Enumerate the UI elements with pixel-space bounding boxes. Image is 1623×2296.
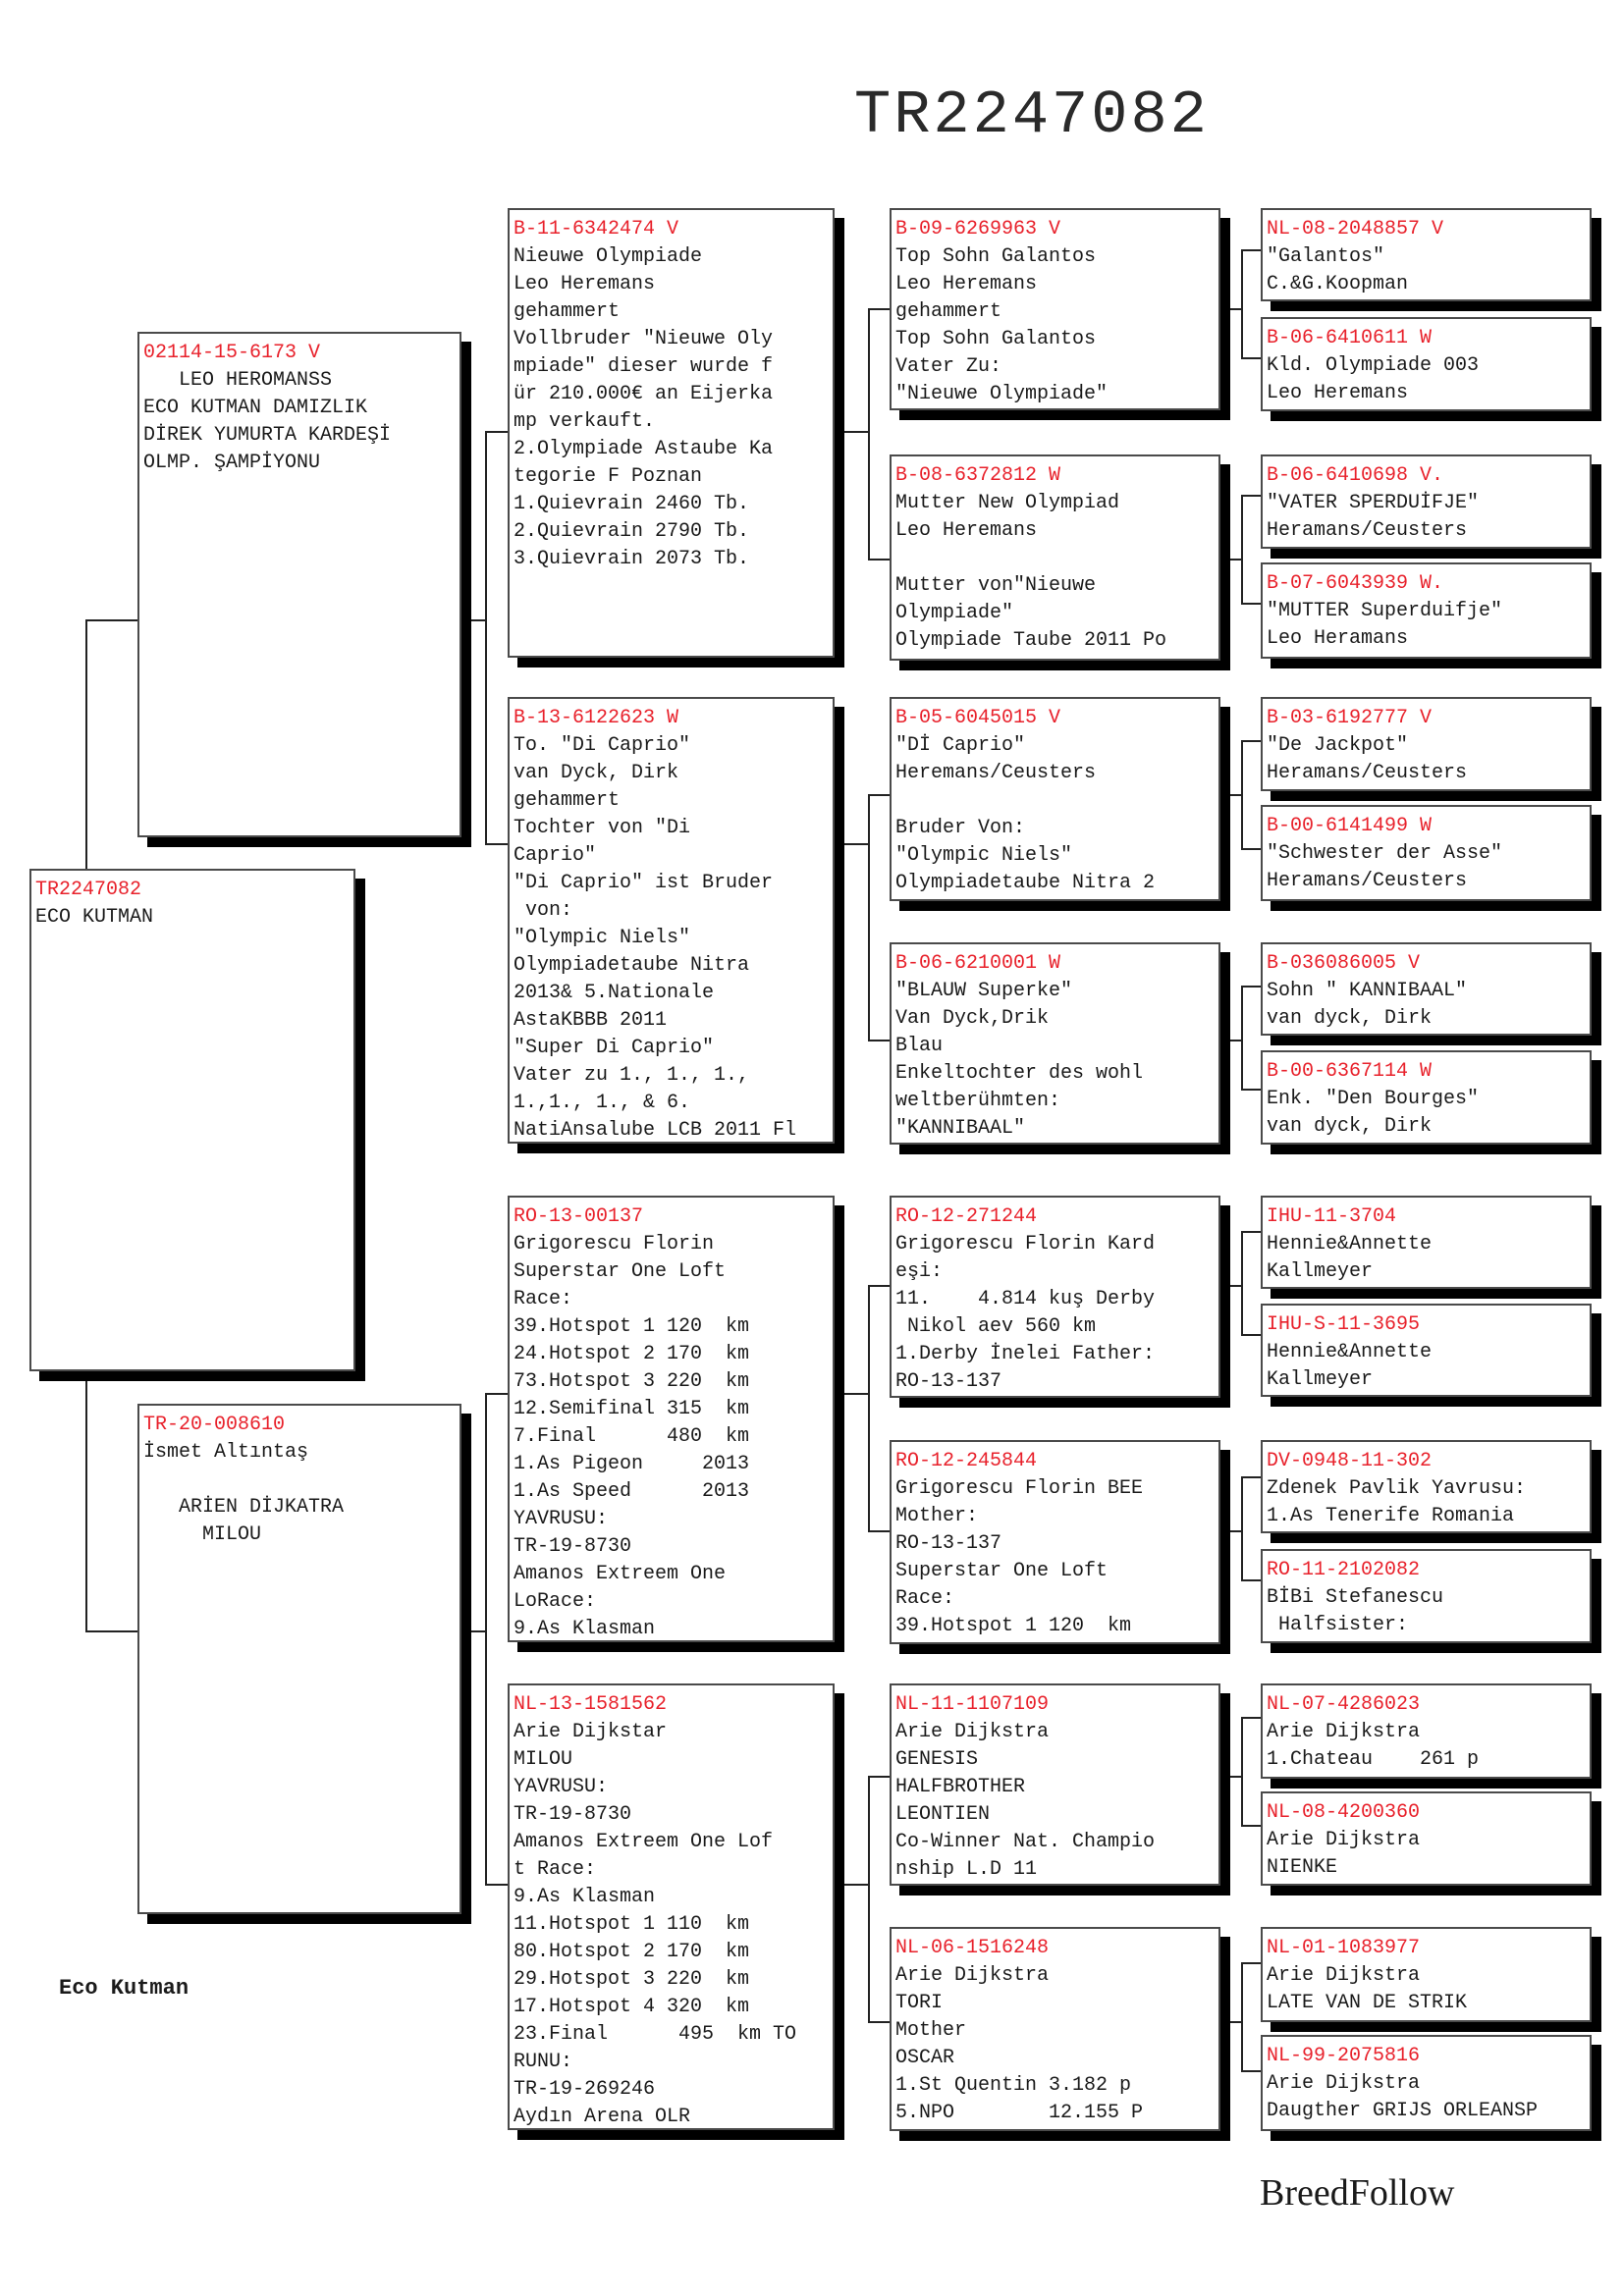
pigeon-info-line: Caprio"	[514, 844, 597, 867]
pigeon-info-line: 9.As Klasman	[514, 1618, 656, 1640]
pigeon-info-line: OSCAR	[895, 2047, 955, 2069]
paternal-grandfather-card[interactable]	[508, 208, 835, 658]
ring-number: NL-13-1581562	[514, 1693, 668, 1716]
pigeon-info-line: Race:	[895, 1587, 955, 1610]
pigeon-info-line: "Olympic Niels"	[895, 844, 1073, 867]
pigeon-info-line: TORI	[895, 1992, 944, 2014]
pigeon-info-line: LEO HEROMANSS	[143, 369, 333, 392]
pigeon-info-line: ür 210.000€ an Eijerka	[514, 383, 774, 405]
pigeon-info-line: ECO KUTMAN DAMIZLIK	[143, 397, 368, 419]
ancestor-fmmf-card[interactable]	[1261, 942, 1592, 1036]
great-grandparent-mff-card[interactable]	[890, 1196, 1220, 1398]
pigeon-info-line: 2.Olympiade Astaube Ka	[514, 438, 774, 460]
pigeon-info-line: Nikol aev 560 km	[895, 1315, 1097, 1338]
paternal-grandmother-card[interactable]	[508, 697, 835, 1144]
pigeon-info-line: 24.Hotspot 2 170 km	[514, 1343, 750, 1365]
pigeon-info-line: 1.As Tenerife Romania	[1267, 1505, 1515, 1527]
pigeon-info-line: Vater zu 1., 1., 1.,	[514, 1064, 750, 1087]
pigeon-info-line: RO-13-137	[895, 1370, 1002, 1393]
ring-number: NL-06-1516248	[895, 1937, 1050, 1959]
pigeon-info-line: Enk. "Den Bourges"	[1267, 1088, 1480, 1110]
pigeon-info-line: 3.Quievrain 2073 Tb.	[514, 548, 750, 570]
ancestor-fffm-card[interactable]	[1261, 317, 1592, 411]
ring-number: B-06-6410611 W	[1267, 327, 1433, 349]
ring-number: B-03-6192777 V	[1267, 707, 1433, 729]
ring-number: NL-07-4286023	[1267, 1693, 1421, 1716]
pigeon-info-line: Superstar One Loft	[514, 1260, 727, 1283]
ancestor-ffmm-card[interactable]	[1261, 562, 1592, 659]
great-grandparent-fmf-card[interactable]	[890, 697, 1220, 901]
ring-number: RO-12-245844	[895, 1450, 1038, 1472]
ring-number: NL-01-1083977	[1267, 1937, 1421, 1959]
pigeon-info-line: Arie Dijkstar	[514, 1721, 668, 1743]
ring-number: B-06-6210001 W	[895, 952, 1061, 975]
pigeon-info-line: 1.Quievrain 2460 Tb.	[514, 493, 750, 515]
ancestor-mfmf-card[interactable]	[1261, 1440, 1592, 1533]
pigeon-info-line: TR-19-8730	[514, 1535, 632, 1558]
pigeon-info-line: "Olympic Niels"	[514, 927, 691, 949]
pigeon-info-line: 39.Hotspot 1 120 km	[895, 1615, 1132, 1637]
pigeon-info-line: "Super Di Caprio"	[514, 1037, 715, 1059]
maternal-grandmother-card[interactable]	[508, 1683, 835, 2130]
ring-number: IHU-S-11-3695	[1267, 1313, 1421, 1336]
pigeon-info-line: MILOU	[514, 1748, 573, 1771]
pigeon-info-line: "Nieuwe Olympiade"	[895, 383, 1109, 405]
maternal-grandfather-card[interactable]	[508, 1196, 835, 1642]
pigeon-info-line: gehammert	[514, 789, 621, 812]
pigeon-info-line: "Dİ Caprio"	[895, 734, 1026, 757]
pigeon-info-line: 1.,1., 1., & 6.	[514, 1092, 691, 1114]
pigeon-info-line: Arie Dijkstra	[895, 1721, 1050, 1743]
pigeon-info-line: 17.Hotspot 4 320 km	[514, 1996, 750, 2018]
pigeon-info-line: YAVRUSU:	[514, 1776, 609, 1798]
pigeon-info-line: Heremans/Ceusters	[895, 762, 1097, 784]
pigeon-info-line: Top Sohn Galantos	[895, 328, 1097, 350]
pigeon-info-line: Grigorescu Florin	[514, 1233, 715, 1255]
pigeon-info-line: Amanos Extreem One	[514, 1563, 727, 1585]
pigeon-info-line: Daugther GRIJS ORLEANSP	[1267, 2100, 1539, 2122]
pigeon-info-line: Leo Heremans	[895, 519, 1038, 542]
pigeon-info-line: mp verkauft.	[514, 410, 656, 433]
pigeon-info-line: 1.St Quentin 3.182 p	[895, 2074, 1132, 2097]
pigeon-info-line: Superstar One Loft	[895, 1560, 1109, 1582]
ring-number: B-11-6342474 V	[514, 218, 679, 240]
pigeon-info-line: Van Dyck,Drik	[895, 1007, 1050, 1030]
pigeon-info-line: weltberühmten:	[895, 1090, 1061, 1112]
pigeon-info-line: TR-19-8730	[514, 1803, 632, 1826]
pigeon-info-line: LEONTIEN	[895, 1803, 991, 1826]
ring-number: NL-11-1107109	[895, 1693, 1050, 1716]
pigeon-info-line: Heramans/Ceusters	[1267, 519, 1468, 542]
pigeon-info-line: Arie Dijkstra	[1267, 1964, 1421, 1987]
pigeon-info-line: 12.Semifinal 315 km	[514, 1398, 750, 1420]
pigeon-info-line: Leo Heramans	[1267, 627, 1409, 650]
ring-number: RO-13-00137	[514, 1205, 644, 1228]
pigeon-info-line: 9.As Klasman	[514, 1886, 656, 1908]
pigeon-info-line: "De Jackpot"	[1267, 734, 1409, 757]
ancestor-mmmm-card[interactable]	[1261, 2035, 1592, 2131]
pigeon-info-line: Kallmeyer	[1267, 1368, 1374, 1391]
ring-number: DV-0948-11-302	[1267, 1450, 1433, 1472]
great-grandparent-ffm-card[interactable]	[890, 454, 1220, 661]
pigeon-info-line: eşi:	[895, 1260, 944, 1283]
pigeon-info-line: NIENKE	[1267, 1856, 1338, 1879]
mother-pigeon-card[interactable]	[137, 1404, 461, 1914]
pigeon-info-line: 1.Chateau 261 p	[1267, 1748, 1480, 1771]
ring-number: RO-12-271244	[895, 1205, 1038, 1228]
pigeon-info-line: 7.Final 480 km	[514, 1425, 750, 1448]
pigeon-info-line: Arie Dijkstra	[1267, 2072, 1421, 2095]
pigeon-info-line: Vollbruder "Nieuwe Oly	[514, 328, 774, 350]
pigeon-info-line: 23.Final 495 km TO	[514, 2023, 797, 2046]
pigeon-info-line: Bruder Von:	[895, 817, 1026, 839]
ancestor-mfmm-card[interactable]	[1261, 1549, 1592, 1643]
pigeon-info-line: Sohn " KANNIBAAL"	[1267, 980, 1468, 1002]
great-grandparent-mmf-card[interactable]	[890, 1683, 1220, 1886]
ancestor-mfff-card[interactable]	[1261, 1196, 1592, 1289]
pigeon-info-line: Aydın Arena OLR	[514, 2106, 691, 2128]
pigeon-info-line: Kld. Olympiade 003	[1267, 354, 1480, 377]
great-grandparent-fff-card[interactable]	[890, 208, 1220, 410]
pigeon-info-line: von:	[514, 899, 573, 922]
pigeon-info-line: Olympiade"	[895, 602, 1014, 624]
pigeon-info-line: Olympiadetaube Nitra	[514, 954, 750, 977]
ring-number: 02114-15-6173 V	[143, 342, 321, 364]
brand-logo-text: BreedFollow	[1260, 2172, 1455, 2214]
pigeon-info-line: Zdenek Pavlik Yavrusu:	[1267, 1477, 1527, 1500]
pigeon-info-line: Amanos Extreem One Lof	[514, 1831, 774, 1853]
pigeon-info-line: Tochter von "Di	[514, 817, 691, 839]
page-title: TR2247082	[854, 80, 1210, 150]
pigeon-info-line: ECO KUTMAN	[35, 906, 154, 929]
ancestor-ffmf-card[interactable]	[1261, 454, 1592, 549]
pigeon-info-line: Kallmeyer	[1267, 1260, 1374, 1283]
ring-number: NL-08-4200360	[1267, 1801, 1421, 1824]
pigeon-info-line: GENESIS	[895, 1748, 979, 1771]
pigeon-info-line: mpiade" dieser wurde f	[514, 355, 774, 378]
pigeon-info-line: Leo Heremans	[895, 273, 1038, 295]
pigeon-info-line: İsmet Altıntaş	[143, 1441, 309, 1464]
pigeon-info-line: 5.NPO 12.155 P	[895, 2102, 1144, 2124]
pigeon-info-line: Halfsister:	[1267, 1614, 1409, 1636]
pigeon-info-line: t Race:	[514, 1858, 597, 1881]
ring-number: TR-20-008610	[143, 1414, 286, 1436]
pigeon-info-line: Hennie&Annette	[1267, 1233, 1433, 1255]
pigeon-info-line: 1.Derby İnelei Father:	[895, 1343, 1156, 1365]
pigeon-info-line: Race:	[514, 1288, 573, 1310]
ring-number: B-06-6410698 V.	[1267, 464, 1444, 487]
great-grandparent-fmm-card[interactable]	[890, 942, 1220, 1145]
pigeon-info-line: Leo Heremans	[1267, 382, 1409, 404]
pigeon-info-line: van Dyck, Dirk	[514, 762, 679, 784]
pigeon-info-line: C.&G.Koopman	[1267, 273, 1409, 295]
pigeon-info-line: MILOU	[143, 1523, 262, 1546]
pigeon-info-line: Grigorescu Florin Kard	[895, 1233, 1156, 1255]
ring-number: B-05-6045015 V	[895, 707, 1061, 729]
pigeon-info-line: Olympiadetaube Nitra 2	[895, 872, 1156, 894]
pigeon-info-line: 11. 4.814 kuş Derby	[895, 1288, 1156, 1310]
pigeon-info-line: DİREK YUMURTA KARDEŞİ	[143, 424, 392, 447]
ancestor-mmff-card[interactable]	[1261, 1683, 1592, 1779]
pigeon-info-line: Grigorescu Florin BEE	[895, 1477, 1144, 1500]
ring-number: IHU-11-3704	[1267, 1205, 1397, 1228]
pigeon-info-line: "KANNIBAAL"	[895, 1117, 1026, 1140]
owner-label: Eco Kutman	[59, 1976, 189, 2001]
pigeon-info-line: "Di Caprio" ist Bruder	[514, 872, 774, 894]
ancestor-fmfm-card[interactable]	[1261, 805, 1592, 901]
pigeon-info-line: 73.Hotspot 3 220 km	[514, 1370, 750, 1393]
pigeon-info-line: NatiAnsalube LCB 2011 Fl	[514, 1119, 797, 1142]
ancestor-mffm-card[interactable]	[1261, 1304, 1592, 1397]
pigeon-info-line: Hennie&Annette	[1267, 1341, 1433, 1363]
pigeon-info-line: nship L.D 11	[895, 1858, 1038, 1881]
pigeon-info-line: To. "Di Caprio"	[514, 734, 691, 757]
pigeon-info-line: RUNU:	[514, 2051, 573, 2073]
great-grandparent-mfm-card[interactable]	[890, 1440, 1220, 1644]
pigeon-info-line: Heramans/Ceusters	[1267, 870, 1468, 892]
pigeon-info-line: Blau	[895, 1035, 944, 1057]
pigeon-info-line: gehammert	[514, 300, 621, 323]
ancestor-fmmm-card[interactable]	[1261, 1050, 1592, 1145]
ring-number: TR2247082	[35, 879, 142, 901]
pigeon-info-line: Arie Dijkstra	[1267, 1829, 1421, 1851]
pigeon-info-line: 1.As Pigeon 2013	[514, 1453, 750, 1475]
pigeon-info-line: ARİEN DİJKATRA	[143, 1496, 345, 1519]
pigeon-info-line: YAVRUSU:	[514, 1508, 609, 1530]
pigeon-info-line: Mother	[895, 2019, 967, 2042]
pigeon-info-line: LATE VAN DE STRIK	[1267, 1992, 1468, 2014]
ancestor-mmfm-card[interactable]	[1261, 1791, 1592, 1886]
ring-number: B-00-6141499 W	[1267, 815, 1433, 837]
pigeon-info-line: van dyck, Dirk	[1267, 1115, 1433, 1138]
pigeon-info-line: Olympiade Taube 2011 Po	[895, 629, 1167, 652]
pigeon-info-line: RO-13-137	[895, 1532, 1002, 1555]
father-pigeon-card[interactable]	[137, 332, 461, 837]
pigeon-info-line	[895, 787, 1215, 815]
pigeon-info-line: Arie Dijkstra	[895, 1964, 1050, 1987]
pigeon-info-line: 11.Hotspot 1 110 km	[514, 1913, 750, 1936]
pigeon-info-line: TR-19-269246	[514, 2078, 656, 2101]
pigeon-info-line: Mutter von"Nieuwe	[895, 574, 1097, 597]
pigeon-info-line: AstaKBBB 2011	[514, 1009, 668, 1032]
pigeon-info-line: 2013& 5.Nationale	[514, 982, 715, 1004]
pigeon-info-line: "VATER SPERDUİFJE"	[1267, 492, 1480, 514]
pigeon-info-line: Mutter New Olympiad	[895, 492, 1120, 514]
great-grandparent-mmm-card[interactable]	[890, 1927, 1220, 2131]
pigeon-info-line: BİBi Stefanescu	[1267, 1586, 1444, 1609]
pigeon-info-line: "MUTTER Superduifje"	[1267, 600, 1503, 622]
pigeon-info-line	[143, 1467, 456, 1494]
pigeon-info-line: Co-Winner Nat. Champio	[895, 1831, 1156, 1853]
subject-pigeon-card[interactable]	[29, 869, 355, 1371]
ancestor-ffff-card[interactable]	[1261, 208, 1592, 301]
pigeon-info-line: Enkeltochter des wohl	[895, 1062, 1144, 1085]
pigeon-info-line: gehammert	[895, 300, 1002, 323]
ring-number: B-13-6122623 W	[514, 707, 679, 729]
pigeon-info-line: HALFBROTHER	[895, 1776, 1026, 1798]
ring-number: B-08-6372812 W	[895, 464, 1061, 487]
ring-number: B-036086005 V	[1267, 952, 1421, 975]
pigeon-info-line: Heramans/Ceusters	[1267, 762, 1468, 784]
pigeon-info-line: Mother:	[895, 1505, 979, 1527]
pigeon-info-line: Top Sohn Galantos	[895, 245, 1097, 268]
ring-number: B-00-6367114 W	[1267, 1060, 1433, 1083]
ring-number: NL-99-2075816	[1267, 2045, 1421, 2067]
ring-number: RO-11-2102082	[1267, 1559, 1421, 1581]
ring-number: B-09-6269963 V	[895, 218, 1061, 240]
pigeon-info-line: "Schwester der Asse"	[1267, 842, 1503, 865]
pigeon-info-line: 29.Hotspot 3 220 km	[514, 1968, 750, 1991]
pigeon-info-line: 80.Hotspot 2 170 km	[514, 1941, 750, 1963]
pigeon-info-line: LoRace:	[514, 1590, 597, 1613]
pigeon-info-line: "BLAUW Superke"	[895, 980, 1073, 1002]
pigeon-info-line: 1.As Speed 2013	[514, 1480, 750, 1503]
pigeon-info-line: Vater Zu:	[895, 355, 1002, 378]
pigeon-info-line: Leo Heremans	[514, 273, 656, 295]
pigeon-info-line: 39.Hotspot 1 120 km	[514, 1315, 750, 1338]
pigeon-info-line: 2.Quievrain 2790 Tb.	[514, 520, 750, 543]
pigeon-info-line: Arie Dijkstra	[1267, 1721, 1421, 1743]
pigeon-info-line: "Galantos"	[1267, 245, 1385, 268]
pigeon-info-line: OLMP. ŞAMPİYONU	[143, 452, 321, 474]
ring-number: B-07-6043939 W.	[1267, 572, 1444, 595]
ancestor-fmff-card[interactable]	[1261, 697, 1592, 791]
ring-number: NL-08-2048857 V	[1267, 218, 1444, 240]
ancestor-mmmf-card[interactable]	[1261, 1927, 1592, 2022]
pigeon-info-line: tegorie F Poznan	[514, 465, 703, 488]
pigeon-info-line: Nieuwe Olympiade	[514, 245, 703, 268]
pigeon-info-line	[895, 545, 1215, 572]
pigeon-info-line: van dyck, Dirk	[1267, 1007, 1433, 1030]
